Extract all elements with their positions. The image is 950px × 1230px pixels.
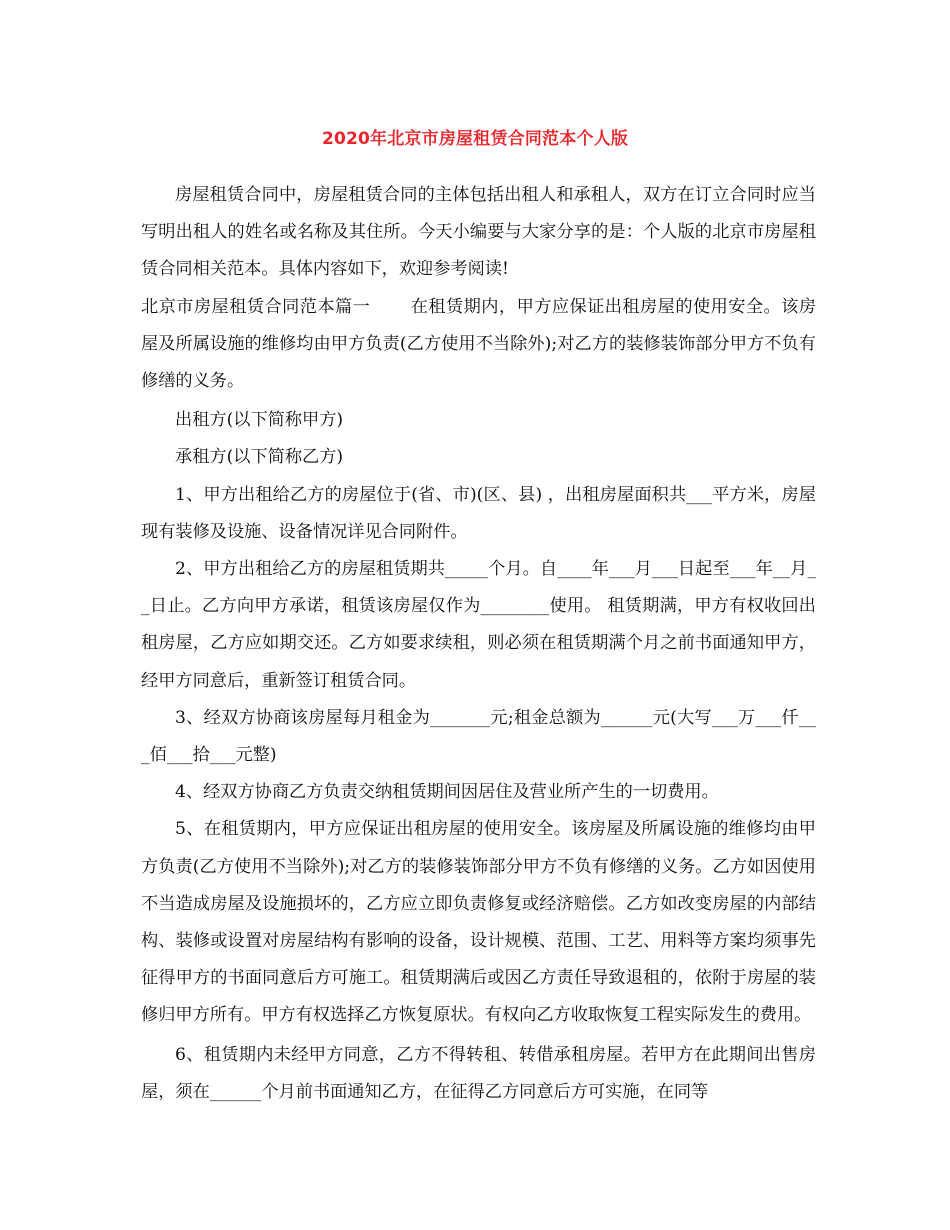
sample-text: 在租赁期内，甲方应保证出租房屋的使用安全。该房屋及所属设施的维修均由甲方负责(乙方使用不当除外);对乙方的装修装饰部分甲方不负有修缮的义务。 <box>141 296 816 392</box>
clause-6: 6、租赁期内未经甲方同意，乙方不得转租、转借承租房屋。若甲方在此期间出售房屋，须在______个月前书面通知乙方，在征得乙方同意后方可实施，在同等 <box>141 1044 816 1102</box>
paragraph-intro: 房屋租赁合同中，房屋租赁合同的主体包括出租人和承租人，双方在订立合同时应当写明出租人的姓名或名称及其住所。今天小编要与大家分享的是：个人版的北京市房屋租赁合同相关范本。具体内容如下，欢迎参考阅读! <box>141 185 816 280</box>
paragraph-lessee: 承租方(以下简称乙方) <box>175 447 344 468</box>
paragraph-lessor: 出租方(以下简称甲方) <box>175 410 344 431</box>
clause-1: 1、甲方出租给乙方的房屋位于(省、市)(区、县) ，出租房屋面积共___平方米，房屋现有装修及设施、设备情况详见合同附件。 <box>141 484 816 542</box>
clause-5: 5、在租赁期内，甲方应保证出租房屋的使用安全。该房屋及所属设施的维修均由甲方负责(乙方使用不当除外);对乙方的装修装饰部分甲方不负有修缮的义务。乙方如因使用不当造成房屋及设施损坏的，乙方应立即负责修复或经济赔偿。乙方如改变房屋的内部结构、装修或设置对房屋结构有影响的设备，设计规模、范围、工艺、用料等方案均须事先征得甲方的书面同意后方可施工。租赁期满后或因乙方责任导致退租的，依附于房屋的装修归甲方所有。甲方有权选择乙方恢复原状。有权向乙方收取恢复工程实际发生的费用。 <box>141 819 816 1026</box>
paragraph-sample-one <box>141 289 816 401</box>
clause-3: 3、经双方协商该房屋每月租金为_______元;租金总额为______元(大写___万___仟___佰___拾___元整) <box>141 707 816 766</box>
clause-2: 2、甲方出租给乙方的房屋租赁期共_____个月。自____年___月___日起至___年__月__日止。乙方向甲方承诺，租赁该房屋仅作为________使用。 租赁期满，甲方有权收回出租房屋，乙方应如期交还。乙方如要求续租，则必须在租赁期满个月之前书面通知甲方，经甲方同意后，重新签订租赁合同。 <box>141 559 816 691</box>
sample-heading: 北京市房屋租赁合同范本篇一 <box>141 296 371 317</box>
document-title: 2020年北京市房屋租赁合同范本个人版 <box>321 129 629 149</box>
document-body <box>141 177 816 1111</box>
clause-4: 4、经双方协商乙方负责交纳租赁期间因居住及营业所产生的一切费用。 <box>175 782 719 803</box>
